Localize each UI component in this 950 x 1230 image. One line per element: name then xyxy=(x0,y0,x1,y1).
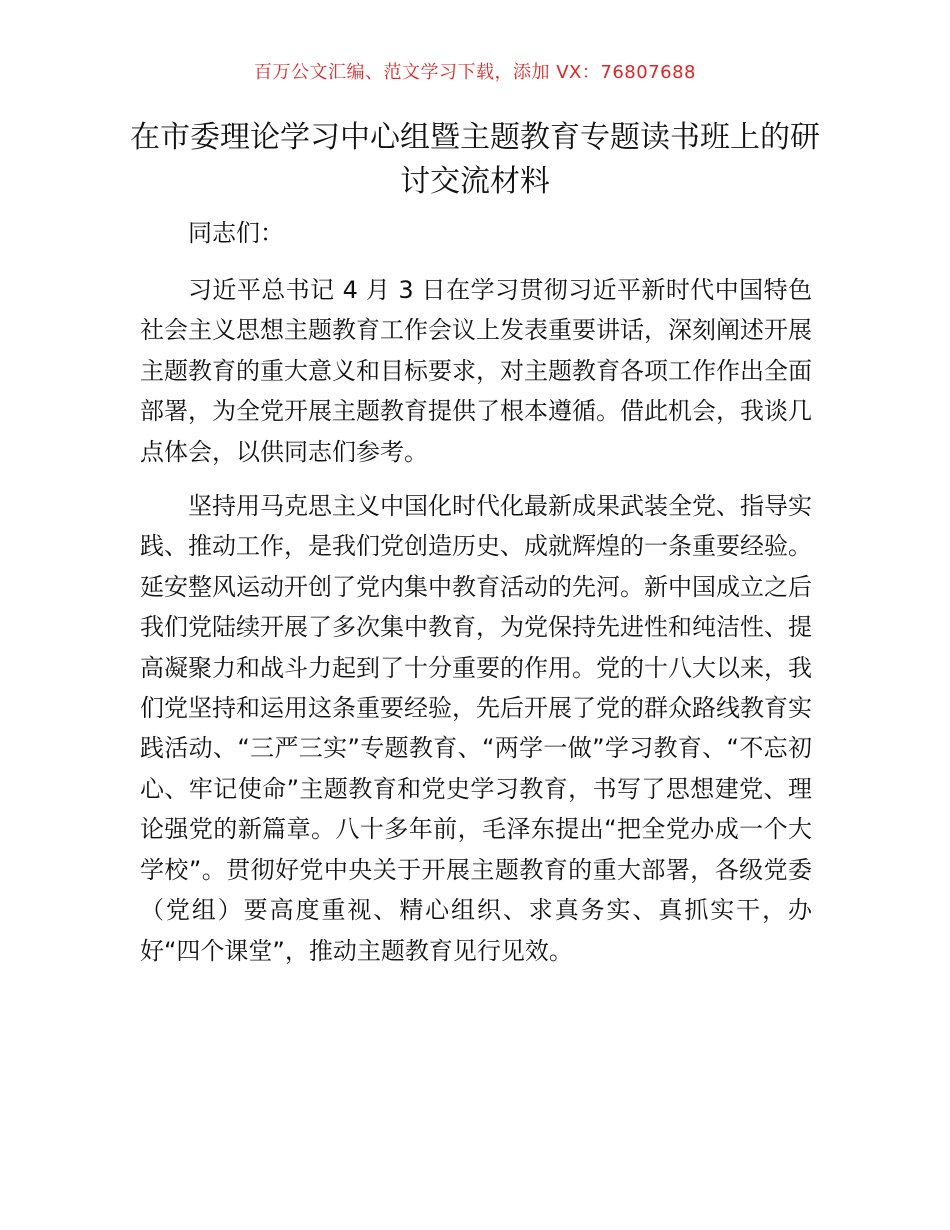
paragraph-1: 习近平总书记 4 月 3 日在学习贯彻习近平新时代中国特色社会主义思想主题教育工作会议上发表重要讲话，深刻阐述开展主题教育的重大意义和目标要求，对主题教育各项工作作出全面部署，为全党开展主题教育提供了根本遵循。借此机会，我谈几点体会，以供同志们参考。 xyxy=(140,276,812,466)
salutation: 同志们： xyxy=(188,219,284,247)
document-title: 在市委理论学习中心组暨主题教育专题读书班上的研讨交流材料 xyxy=(130,120,820,199)
header-banner: 百万公文汇编、范文学习下载，添加 VX：76807688 xyxy=(254,62,696,83)
document-body xyxy=(140,210,812,971)
paragraph-2: 坚持用马克思主义中国化时代化最新成果武装全党、指导实践、推动工作，是我们党创造历史、成就辉煌的一条重要经验。延安整风运动开创了党内集中教育活动的先河。新中国成立之后我们党陆续开展了多次集中教育，为党保持先进性和纯洁性、提高凝聚力和战斗力起到了十分重要的作用。党的十八大以来，我们党坚持和运用这条重要经验，先后开展了党的群众路线教育实践活动、“三严三实”专题教育、“两学一做”学习教育、“不忘初心、牢记使命”主题教育和党史学习教育，书写了思想建党、理论强党的新篇章。八十多年前，毛泽东提出“把全党办成一个大学校”。贯彻好党中央关于开展主题教育的重大部署，各级党委（党组）要高度重视、精心组织、求真务实、真抓实干，办好“四个课堂”，推动主题教育见行见效。 xyxy=(140,492,812,965)
